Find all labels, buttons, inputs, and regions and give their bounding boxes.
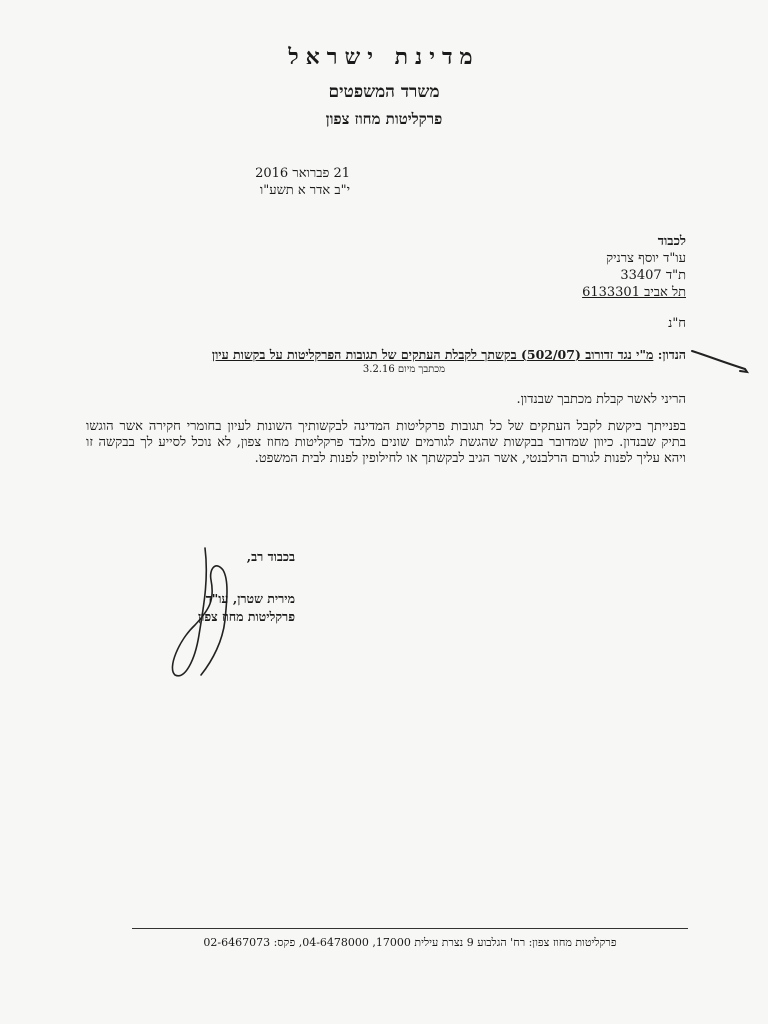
body-paragraph-1: הריני לאשר קבלת מכתבך שבנדון.: [516, 392, 686, 407]
signer-office: פרקליטות מחוז צפון: [197, 609, 295, 624]
subject-line: [86, 347, 686, 363]
footer-contact: פרקליטות מחוז צפון: רח' הגלבוע 9 נצרת עילית 17000, 04-6478000, פקס: 02-6467073: [203, 936, 617, 949]
greeting: ח"נ: [668, 316, 686, 331]
gregorian-date: 21 פברואר 2016: [255, 166, 350, 181]
footer-divider: [132, 928, 688, 929]
subject-text: מ"י נגד זדורוב (502/07) בקשתך לקבלת העתקים של תגובות הפרקליטות על בקשות עיון: [211, 347, 654, 362]
closing: בכבוד רב,: [246, 549, 295, 564]
recipient-address: [466, 233, 686, 301]
recipient-city: תל אביב 6133301: [582, 285, 686, 300]
signer-name: מירית שטרן, עו"ד: [205, 591, 295, 606]
letterhead-ministry: משרד המשפטים: [328, 82, 440, 102]
pen-mark-icon: [690, 345, 750, 375]
body-paragraph-2: בפנייתך ביקשת לקבל העתקים של כל תגובות פרקליטות המדינה לבקשותיך השונות לעיון בחומרי חקירה אשר הוגשו בתיק שבנדון. כיוון שמדובר בבקשות שהגשת לגורמים שונים מלבד פרקליטות מחוז צפון, לא נוכל לסייע לך בבקשה זו ויהא עליך לפנות לגורם הרלבנטי, אשר הגיב לבקשתך או לחילופין לפנות לבית המשפט.: [86, 419, 686, 466]
letter-dates: [150, 165, 350, 199]
letterhead-state: מדינת ישראל: [288, 44, 480, 70]
subject-label: הנדון:: [657, 347, 686, 362]
signature-block: [170, 548, 295, 626]
hebrew-date: י"ב אדר א תשע"ו: [259, 183, 350, 198]
subject-reference: מכתבך מיום 3.2.16: [362, 364, 446, 375]
recipient-name: עו"ד יוסף צרניק: [606, 251, 686, 266]
recipient-pobox: ת"ד 33407: [620, 268, 686, 283]
letterhead-office: פרקליטות מחוז צפון: [325, 110, 443, 128]
recipient-salutation: לכבוד: [657, 234, 686, 249]
